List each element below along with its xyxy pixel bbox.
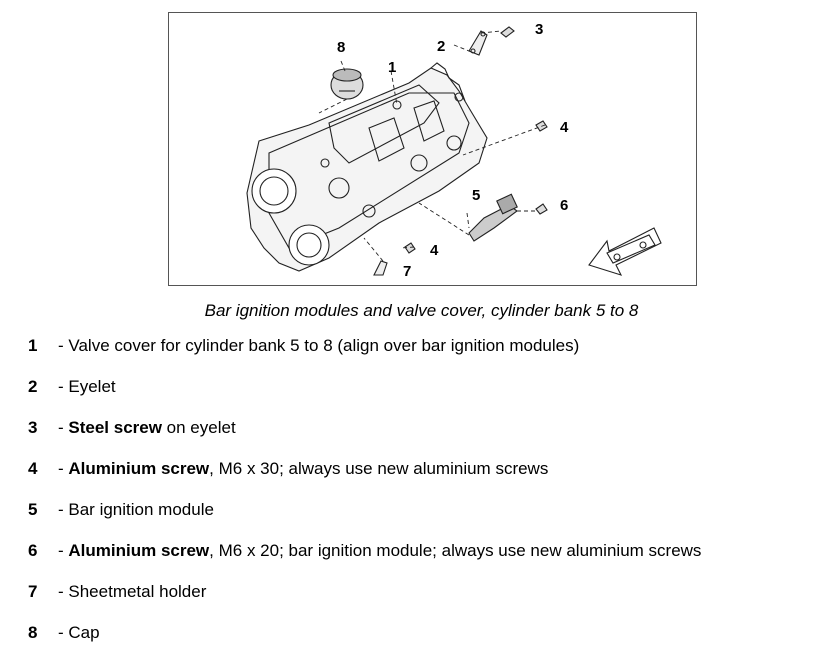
legend-dash: - — [58, 541, 69, 560]
legend-number: 8 — [28, 623, 38, 642]
legend-text: on eyelet — [161, 418, 236, 437]
legend-item — [28, 459, 548, 481]
legend-item — [28, 377, 116, 399]
legend-item — [28, 418, 236, 440]
legend-dash: - — [58, 418, 69, 437]
legend-dash: - — [58, 623, 69, 642]
legend-number: 5 — [28, 500, 38, 519]
legend-number: 6 — [28, 541, 38, 560]
legend-text: , M6 x 30; always use new aluminium screws — [209, 459, 549, 478]
legend-dash: - — [58, 459, 69, 478]
callout-7: 7 — [403, 263, 412, 280]
legend-dash: - — [58, 336, 69, 355]
callout-2: 2 — [437, 38, 446, 55]
legend-number: 3 — [28, 418, 38, 437]
legend-item — [28, 500, 214, 522]
legend-item — [28, 582, 206, 604]
legend-dash: - — [58, 582, 69, 601]
legend-text: Eyelet — [68, 377, 116, 396]
legend-bold: Aluminium screw — [68, 541, 210, 560]
legend-bold: Steel screw — [68, 418, 162, 437]
figure-caption: Bar ignition modules and valve cover, cylinder bank 5 to 8 — [204, 301, 639, 320]
legend-dash: - — [58, 500, 69, 519]
callout-8: 8 — [337, 39, 346, 56]
legend-text: Valve cover for cylinder bank 5 to 8 (align over bar ignition modules) — [68, 336, 580, 355]
legend-item — [28, 541, 701, 563]
legend-number: 1 — [28, 336, 38, 355]
callout-5: 5 — [472, 187, 481, 204]
legend-bold: Aluminium screw — [68, 459, 210, 478]
callout-6: 6 — [560, 197, 569, 214]
legend-item — [28, 336, 579, 358]
legend-dash: - — [58, 377, 69, 396]
callout-1: 1 — [388, 59, 397, 76]
legend-text: Cap — [68, 623, 100, 642]
legend-text: Bar ignition module — [68, 500, 214, 519]
legend-item — [28, 623, 100, 645]
legend-number: 2 — [28, 377, 38, 396]
legend-text: , M6 x 20; bar ignition module; always use new aluminium screws — [209, 541, 702, 560]
callout-4-bottom: 4 — [430, 242, 439, 259]
exploded-view-figure — [168, 12, 697, 286]
legend-number: 7 — [28, 582, 38, 601]
callout-4-top: 4 — [560, 119, 569, 136]
callout-3: 3 — [535, 21, 544, 38]
legend-text: Sheetmetal holder — [68, 582, 207, 601]
legend-number: 4 — [28, 459, 38, 478]
